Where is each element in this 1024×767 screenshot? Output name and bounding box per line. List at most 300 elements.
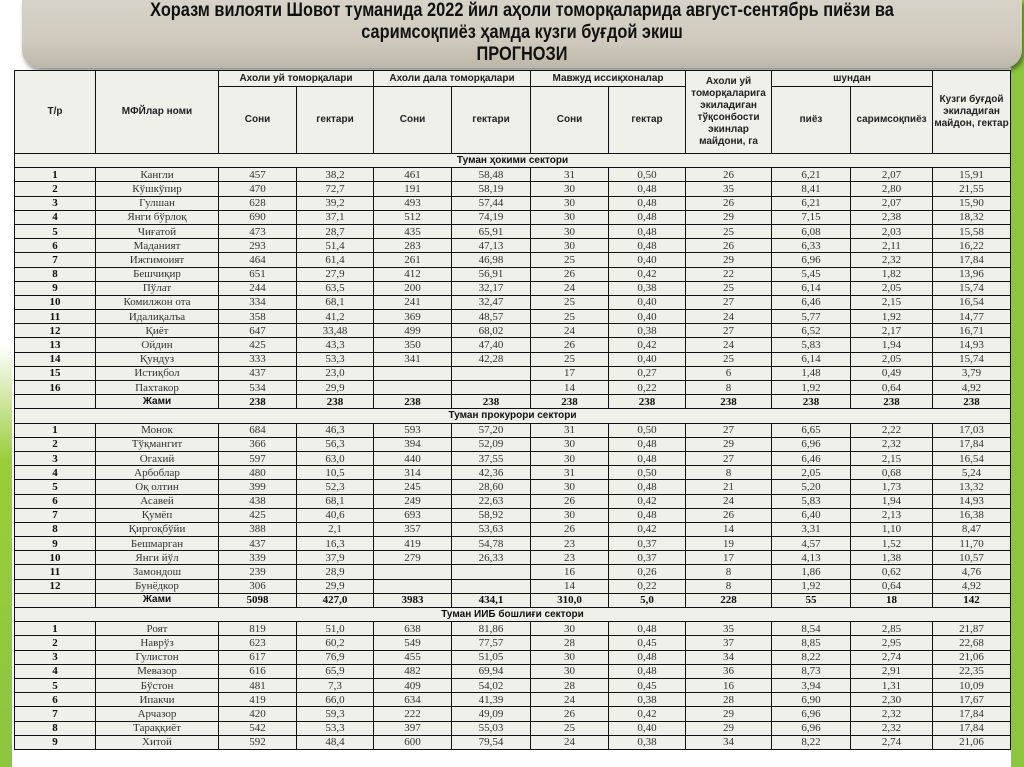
cell-value: 56,91 xyxy=(452,267,531,281)
cell-value: 2,95 xyxy=(851,636,933,650)
cell-value: 47,40 xyxy=(452,338,531,352)
cell-value: 16 xyxy=(531,565,609,579)
table-row xyxy=(15,565,1011,579)
row-number: 11 xyxy=(15,565,96,579)
cell-value: 191 xyxy=(374,182,452,196)
cell-value: 366 xyxy=(219,437,297,451)
cell-value: 14,93 xyxy=(933,338,1011,352)
cell-value: 0,38 xyxy=(609,281,686,295)
cell-value: 542 xyxy=(219,721,297,735)
table-row xyxy=(15,168,1011,182)
cell-value: 63,0 xyxy=(297,451,374,465)
cell-value: 457 xyxy=(219,168,297,182)
mfy-name: Чиғатой xyxy=(96,224,219,238)
row-number: 4 xyxy=(15,210,96,224)
cell-value: 350 xyxy=(374,338,452,352)
cell-value: 41,39 xyxy=(452,693,531,707)
cell-value: 6,40 xyxy=(772,508,851,522)
cell-value: 65,91 xyxy=(452,224,531,238)
cell-value: 26 xyxy=(531,338,609,352)
cell-value: 314 xyxy=(374,466,452,480)
cell-value: 1,73 xyxy=(851,480,933,494)
cell-value: 8,54 xyxy=(772,622,851,636)
cell-value: 28,7 xyxy=(297,224,374,238)
cell-value: 72,7 xyxy=(297,182,374,196)
mfy-name: Бунёдкор xyxy=(96,579,219,593)
cell-value: 14,93 xyxy=(933,494,1011,508)
cell-value: 5,83 xyxy=(772,338,851,352)
cell-value: 24 xyxy=(531,281,609,295)
row-number: 10 xyxy=(15,551,96,565)
mfy-name: Пахтакор xyxy=(96,381,219,395)
mfy-name: Комилжон ота xyxy=(96,295,219,309)
mfy-name: Асавей xyxy=(96,494,219,508)
cell-value: 0,50 xyxy=(609,466,686,480)
header-group-of-which: шундан xyxy=(772,71,933,87)
cell-value: 470 xyxy=(219,182,297,196)
cell-value: 142 xyxy=(933,593,1011,607)
cell-value xyxy=(374,366,452,380)
cell-value: 480 xyxy=(219,466,297,480)
cell-value: 2,07 xyxy=(851,196,933,210)
cell-value: 600 xyxy=(374,735,452,749)
cell-value: 634 xyxy=(374,693,452,707)
header-home-ha: гектари xyxy=(297,87,374,154)
cell-value: 37 xyxy=(686,636,772,650)
cell-value: 3,79 xyxy=(933,366,1011,380)
cell-value: 306 xyxy=(219,579,297,593)
cell-value: 0,45 xyxy=(609,636,686,650)
cell-value: 29 xyxy=(686,210,772,224)
row-number: 10 xyxy=(15,295,96,309)
cell-value: 333 xyxy=(219,352,297,366)
mfy-name: Янги йўл xyxy=(96,551,219,565)
cell-value: 26 xyxy=(531,267,609,281)
cell-value: 357 xyxy=(374,522,452,536)
cell-value: 18 xyxy=(851,593,933,607)
cell-value: 0,48 xyxy=(609,182,686,196)
table-row xyxy=(15,735,1011,749)
cell-value: 651 xyxy=(219,267,297,281)
cell-value: 8 xyxy=(686,381,772,395)
cell-value: 690 xyxy=(219,210,297,224)
cell-value: 26,33 xyxy=(452,551,531,565)
cell-value: 283 xyxy=(374,239,452,253)
cell-value: 397 xyxy=(374,721,452,735)
cell-value: 2,32 xyxy=(851,437,933,451)
cell-value: 11,70 xyxy=(933,537,1011,551)
cell-value: 435 xyxy=(374,224,452,238)
cell-value: 30 xyxy=(531,239,609,253)
mfy-name: Маданият xyxy=(96,239,219,253)
section-header-row xyxy=(15,154,1011,168)
table-row xyxy=(15,466,1011,480)
cell-value: 15,74 xyxy=(933,281,1011,295)
cell-value: 399 xyxy=(219,480,297,494)
cell-value: 46,3 xyxy=(297,423,374,437)
cell-value: 21,06 xyxy=(933,735,1011,749)
cell-value: 25 xyxy=(531,253,609,267)
cell-value: 53,3 xyxy=(297,352,374,366)
mfy-name: Ипакчи xyxy=(96,693,219,707)
cell-value: 0,22 xyxy=(609,579,686,593)
row-number: 3 xyxy=(15,196,96,210)
cell-value: 30 xyxy=(531,508,609,522)
table-row xyxy=(15,579,1011,593)
cell-value: 0,42 xyxy=(609,338,686,352)
cell-value: 1,92 xyxy=(772,381,851,395)
total-row xyxy=(15,395,1011,409)
row-number: 8 xyxy=(15,721,96,735)
row-number: 4 xyxy=(15,466,96,480)
decorative-green-strip-left xyxy=(0,0,12,767)
cell-value: 29 xyxy=(686,707,772,721)
cell-value: 25 xyxy=(531,721,609,735)
table-row xyxy=(15,310,1011,324)
cell-value: 25 xyxy=(686,352,772,366)
cell-value: 261 xyxy=(374,253,452,267)
cell-value: 493 xyxy=(374,196,452,210)
cell-value: 6,08 xyxy=(772,224,851,238)
cell-value: 40,6 xyxy=(297,508,374,522)
cell-value: 17,67 xyxy=(933,693,1011,707)
cell-value: 27,9 xyxy=(297,267,374,281)
cell-value: 0,37 xyxy=(609,551,686,565)
mfy-name: Кўшкўпир xyxy=(96,182,219,196)
cell-value: 419 xyxy=(374,537,452,551)
cell-value: 61,4 xyxy=(297,253,374,267)
cell-value: 33,48 xyxy=(297,324,374,338)
cell-value: 58,48 xyxy=(452,168,531,182)
table-row xyxy=(15,224,1011,238)
cell-value: 43,3 xyxy=(297,338,374,352)
cell-value: 16,71 xyxy=(933,324,1011,338)
cell-value: 25 xyxy=(686,281,772,295)
mfy-name: Идалиқалъа xyxy=(96,310,219,324)
mfy-name: Жами xyxy=(96,593,219,607)
cell-value: 238 xyxy=(933,395,1011,409)
cell-value: 25 xyxy=(686,224,772,238)
cell-value: 0,40 xyxy=(609,253,686,267)
cell-value: 38,2 xyxy=(297,168,374,182)
cell-value: 534 xyxy=(219,381,297,395)
cell-value: 51,05 xyxy=(452,650,531,664)
row-number: 12 xyxy=(15,579,96,593)
cell-value: 499 xyxy=(374,324,452,338)
cell-value: 358 xyxy=(219,310,297,324)
cell-value: 39,2 xyxy=(297,196,374,210)
row-number: 3 xyxy=(15,451,96,465)
cell-value: 2,07 xyxy=(851,168,933,182)
header-greenhouse-ha: гектар xyxy=(609,87,686,154)
header-wheat: Кузги буғдой экиладиган майдон, гектар xyxy=(933,71,1011,154)
cell-value: 25 xyxy=(531,352,609,366)
cell-value: 8,22 xyxy=(772,735,851,749)
cell-value: 339 xyxy=(219,551,297,565)
cell-value: 53,3 xyxy=(297,721,374,735)
cell-value: 18,32 xyxy=(933,210,1011,224)
cell-value: 29,9 xyxy=(297,579,374,593)
header-num: Т/р xyxy=(15,71,96,154)
cell-value: 1,31 xyxy=(851,678,933,692)
row-number: 5 xyxy=(15,224,96,238)
cell-value: 238 xyxy=(772,395,851,409)
cell-value: 238 xyxy=(452,395,531,409)
cell-value: 412 xyxy=(374,267,452,281)
cell-value: 54,78 xyxy=(452,537,531,551)
mfy-name: Бўстон xyxy=(96,678,219,692)
cell-value: 2,32 xyxy=(851,707,933,721)
table-row xyxy=(15,721,1011,735)
cell-value: 30 xyxy=(531,622,609,636)
cell-value: 2,74 xyxy=(851,735,933,749)
cell-value: 21,06 xyxy=(933,650,1011,664)
row-number: 4 xyxy=(15,664,96,678)
table-row xyxy=(15,707,1011,721)
cell-value: 6 xyxy=(686,366,772,380)
table-row xyxy=(15,480,1011,494)
cell-value: 0,48 xyxy=(609,451,686,465)
mfy-name: Янги бўрлоқ xyxy=(96,210,219,224)
cell-value: 473 xyxy=(219,224,297,238)
cell-value: 1,38 xyxy=(851,551,933,565)
cell-value: 0,40 xyxy=(609,352,686,366)
cell-value: 30 xyxy=(531,437,609,451)
cell-value: 58,92 xyxy=(452,508,531,522)
cell-value: 29,9 xyxy=(297,381,374,395)
cell-value: 1,10 xyxy=(851,522,933,536)
header-garlic: саримсоқпиёз xyxy=(851,87,933,154)
cell-value: 241 xyxy=(374,295,452,309)
cell-value: 69,94 xyxy=(452,664,531,678)
cell-value: 6,14 xyxy=(772,281,851,295)
cell-value: 1,82 xyxy=(851,267,933,281)
cell-value: 2,11 xyxy=(851,239,933,253)
cell-value: 22,35 xyxy=(933,664,1011,678)
cell-value: 24 xyxy=(686,494,772,508)
cell-value: 0,48 xyxy=(609,650,686,664)
cell-value: 17 xyxy=(686,551,772,565)
cell-value: 0,62 xyxy=(851,565,933,579)
cell-value: 222 xyxy=(374,707,452,721)
cell-value: 15,90 xyxy=(933,196,1011,210)
table-row xyxy=(15,253,1011,267)
table-row xyxy=(15,352,1011,366)
table-row xyxy=(15,295,1011,309)
cell-value: 21,55 xyxy=(933,182,1011,196)
row-number: 16 xyxy=(15,381,96,395)
cell-value: 592 xyxy=(219,735,297,749)
section-title: Туман ИИБ бошлиғи сектори xyxy=(15,608,1011,622)
table-row xyxy=(15,551,1011,565)
cell-value: 425 xyxy=(219,508,297,522)
mfy-name: Роят xyxy=(96,622,219,636)
cell-value: 819 xyxy=(219,622,297,636)
page-title xyxy=(92,0,952,66)
cell-value: 4,92 xyxy=(933,381,1011,395)
row-number: 11 xyxy=(15,310,96,324)
cell-value: 2,15 xyxy=(851,451,933,465)
cell-value: 0,45 xyxy=(609,678,686,692)
cell-value: 238 xyxy=(531,395,609,409)
cell-value: 63,5 xyxy=(297,281,374,295)
header-onion: пиёз xyxy=(772,87,851,154)
cell-value: 17,03 xyxy=(933,423,1011,437)
cell-value: 42,36 xyxy=(452,466,531,480)
cell-value: 244 xyxy=(219,281,297,295)
cell-value: 616 xyxy=(219,664,297,678)
cell-value: 17,84 xyxy=(933,437,1011,451)
cell-value: 21 xyxy=(686,480,772,494)
row-number: 9 xyxy=(15,735,96,749)
cell-value: 27 xyxy=(686,451,772,465)
cell-value: 16,54 xyxy=(933,451,1011,465)
cell-value: 15,58 xyxy=(933,224,1011,238)
cell-value: 30 xyxy=(531,451,609,465)
cell-value: 482 xyxy=(374,664,452,678)
cell-value: 8 xyxy=(686,466,772,480)
cell-value: 7,15 xyxy=(772,210,851,224)
table-body xyxy=(15,154,1011,750)
cell-value: 419 xyxy=(219,693,297,707)
cell-value: 57,20 xyxy=(452,423,531,437)
cell-value: 693 xyxy=(374,508,452,522)
row-number: 9 xyxy=(15,281,96,295)
cell-value: 31 xyxy=(531,466,609,480)
cell-value: 2,1 xyxy=(297,522,374,536)
cell-value: 1,52 xyxy=(851,537,933,551)
cell-value: 6,96 xyxy=(772,437,851,451)
cell-value: 464 xyxy=(219,253,297,267)
mfy-name: Замондош xyxy=(96,565,219,579)
cell-value: 0,37 xyxy=(609,537,686,551)
cell-value: 5,83 xyxy=(772,494,851,508)
header-group-home: Ахоли уй томорқалари xyxy=(219,71,374,87)
cell-value: 5098 xyxy=(219,593,297,607)
table-row xyxy=(15,622,1011,636)
cell-value: 2,38 xyxy=(851,210,933,224)
table-row xyxy=(15,324,1011,338)
section-header-row xyxy=(15,608,1011,622)
section-header-row xyxy=(15,409,1011,423)
cell-value: 394 xyxy=(374,437,452,451)
cell-value: 238 xyxy=(297,395,374,409)
cell-value: 334 xyxy=(219,295,297,309)
cell-value: 623 xyxy=(219,636,297,650)
cell-value: 5,24 xyxy=(933,466,1011,480)
cell-value: 8,41 xyxy=(772,182,851,196)
cell-value: 16,3 xyxy=(297,537,374,551)
cell-value: 0,48 xyxy=(609,622,686,636)
cell-value: 0,40 xyxy=(609,295,686,309)
cell-value xyxy=(374,381,452,395)
cell-value: 2,74 xyxy=(851,650,933,664)
cell-value: 238 xyxy=(219,395,297,409)
cell-value: 31 xyxy=(531,423,609,437)
section-title: Туман прокурори сектори xyxy=(15,409,1011,423)
mfy-name: Ижтимоият xyxy=(96,253,219,267)
cell-value: 53,63 xyxy=(452,522,531,536)
cell-value xyxy=(452,381,531,395)
cell-value: 1,94 xyxy=(851,338,933,352)
table-row xyxy=(15,650,1011,664)
row-number: 2 xyxy=(15,182,96,196)
cell-value: 6,65 xyxy=(772,423,851,437)
cell-value: 512 xyxy=(374,210,452,224)
header-group-field: Ахоли дала томорқалари xyxy=(374,71,531,87)
cell-value: 60,2 xyxy=(297,636,374,650)
cell-value: 6,52 xyxy=(772,324,851,338)
cell-value: 81,86 xyxy=(452,622,531,636)
table-row xyxy=(15,210,1011,224)
cell-value: 37,9 xyxy=(297,551,374,565)
cell-value: 13,96 xyxy=(933,267,1011,281)
header-field-ha: гектари xyxy=(452,87,531,154)
cell-value: 42,28 xyxy=(452,352,531,366)
cell-value: 23 xyxy=(531,537,609,551)
cell-value: 24 xyxy=(531,324,609,338)
cell-value: 24 xyxy=(531,693,609,707)
cell-value: 16,38 xyxy=(933,508,1011,522)
cell-value: 46,98 xyxy=(452,253,531,267)
cell-value: 6,33 xyxy=(772,239,851,253)
cell-value: 66,0 xyxy=(297,693,374,707)
cell-value: 455 xyxy=(374,650,452,664)
cell-value: 5,20 xyxy=(772,480,851,494)
cell-value: 420 xyxy=(219,707,297,721)
cell-value: 1,86 xyxy=(772,565,851,579)
cell-value: 6,46 xyxy=(772,295,851,309)
table-row xyxy=(15,366,1011,380)
table-row xyxy=(15,451,1011,465)
title-line-1: Хоразм вилояти Шовот туманида 2022 йил аҳоли томорқаларида август-сентябрь пиёзи ва xyxy=(150,0,894,21)
row-number: 6 xyxy=(15,239,96,253)
cell-value: 4,13 xyxy=(772,551,851,565)
cell-value: 65,9 xyxy=(297,664,374,678)
cell-value: 5,45 xyxy=(772,267,851,281)
table-row xyxy=(15,636,1011,650)
cell-value xyxy=(452,579,531,593)
cell-value: 0,48 xyxy=(609,480,686,494)
cell-value: 238 xyxy=(609,395,686,409)
cell-value: 28 xyxy=(531,678,609,692)
cell-value: 369 xyxy=(374,310,452,324)
cell-value: 0,42 xyxy=(609,522,686,536)
cell-value: 2,13 xyxy=(851,508,933,522)
cell-value: 26 xyxy=(686,168,772,182)
cell-value: 0,42 xyxy=(609,707,686,721)
cell-value: 54,02 xyxy=(452,678,531,692)
cell-value: 2,32 xyxy=(851,721,933,735)
cell-value: 438 xyxy=(219,494,297,508)
cell-value: 440 xyxy=(374,451,452,465)
cell-value: 37,1 xyxy=(297,210,374,224)
cell-value: 617 xyxy=(219,650,297,664)
table-row xyxy=(15,239,1011,253)
title-line-3: ПРОГНОЗИ xyxy=(476,44,568,65)
cell-value: 200 xyxy=(374,281,452,295)
row-number: 13 xyxy=(15,338,96,352)
cell-value: 0,48 xyxy=(609,224,686,238)
cell-value: 49,09 xyxy=(452,707,531,721)
cell-value: 14 xyxy=(531,579,609,593)
cell-value: 434,1 xyxy=(452,593,531,607)
cell-value: 341 xyxy=(374,352,452,366)
cell-value: 24 xyxy=(686,310,772,324)
cell-value: 21,87 xyxy=(933,622,1011,636)
cell-value: 425 xyxy=(219,338,297,352)
cell-value: 0,38 xyxy=(609,735,686,749)
